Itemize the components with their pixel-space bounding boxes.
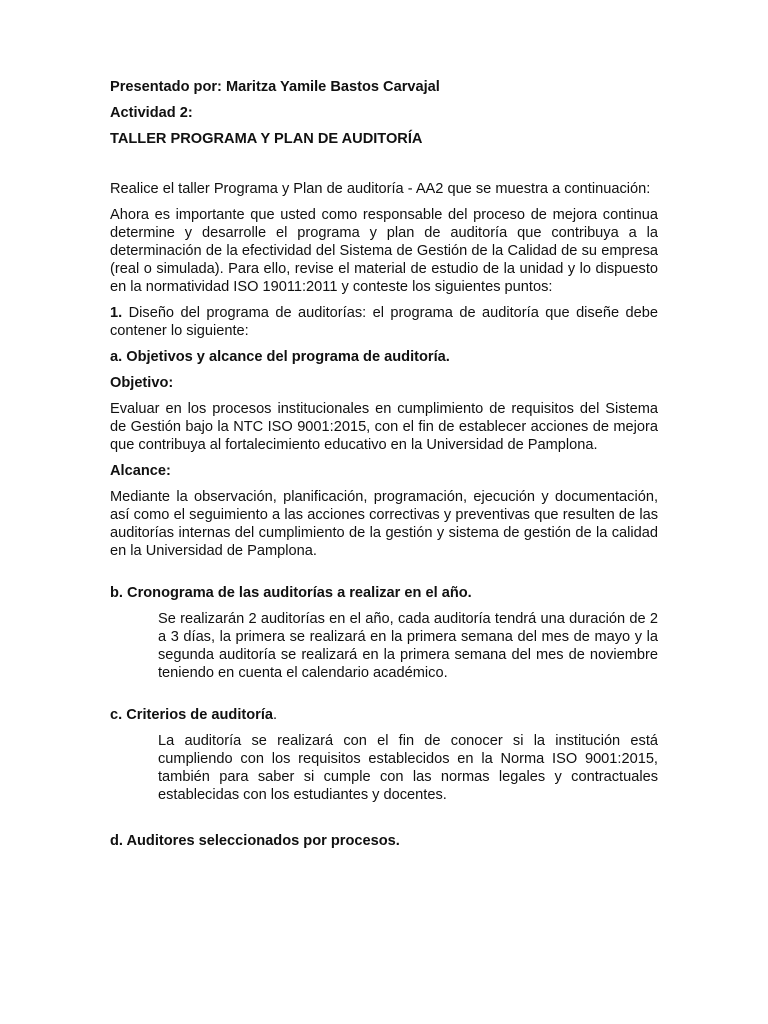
scope-text: Mediante la observación, planificación, programación, ejecución y documentación, así como el seguimiento a las acciones correctivas y preventivas que resulten de las auditorías internas del cumplimiento de la gestión y sistema de gestión de la calidad en la Universidad de Pamplona. (110, 489, 658, 559)
document-page (110, 78, 658, 850)
activity-label: Actividad 2: (110, 105, 193, 121)
presented-by: Presentado por: Maritza Yamile Bastos Carvajal (110, 79, 440, 95)
section-a-heading: a. Objetivos y alcance del programa de auditoría. (110, 349, 450, 365)
section-d-heading: d. Auditores seleccionados por procesos. (110, 833, 400, 849)
section-b-text: Se realizarán 2 auditorías en el año, cada auditoría tendrá una duración de 2 a 3 días, la primera se realizará en la primera semana del mes de mayo y la segunda auditoría se realizará en la primera semana del mes de noviembre teniendo en cuenta el calendario académico. (158, 611, 658, 681)
objective-text: Evaluar en los procesos institucionales en cumplimiento de requisitos del Sistema de Gestión bajo la NTC ISO 9001:2015, con el fin de establecer acciones de mejora que contribuya al fortalecimiento educativo en la Universidad de Pamplona. (110, 401, 658, 453)
objective-label: Objetivo: (110, 375, 174, 391)
intro-paragraph-2: Ahora es importante que usted como responsable del proceso de mejora continua determine y desarrolle el programa y plan de auditoría que contribuya a la determinación de la efectividad del Sistema de Gestión de la Calidad de su empresa (real o simulada). Para ello, revise el material de estudio de la unidad y lo dispuesto en la normatividad ISO 19011:2011 y conteste los siguientes puntos: (110, 207, 658, 295)
section-c-heading-suffix: . (273, 707, 278, 723)
section-c-heading: c. Criterios de auditoría (110, 707, 274, 723)
point-1-text: Diseño del programa de auditorías: el programa de auditoría que diseñe debe contener lo siguiente: (110, 305, 658, 339)
section-c-heading-line (110, 706, 658, 724)
point-1-number: 1. (110, 305, 123, 321)
section-c-text: La auditoría se realizará con el fin de conocer si la institución está cumpliendo con los requisitos establecidos en la Norma ISO 9001:2015, también para saber si cumple con las normas legales y contractuales establecidas con los estudiantes y docentes. (158, 733, 658, 803)
scope-label: Alcance: (110, 463, 171, 479)
section-b-heading: b. Cronograma de las auditorías a realizar en el año. (110, 585, 472, 601)
point-1 (110, 304, 658, 340)
intro-paragraph-1: Realice el taller Programa y Plan de auditoría - AA2 que se muestra a continuación: (110, 181, 651, 197)
document-title: TALLER PROGRAMA Y PLAN DE AUDITORÍA (110, 131, 423, 147)
